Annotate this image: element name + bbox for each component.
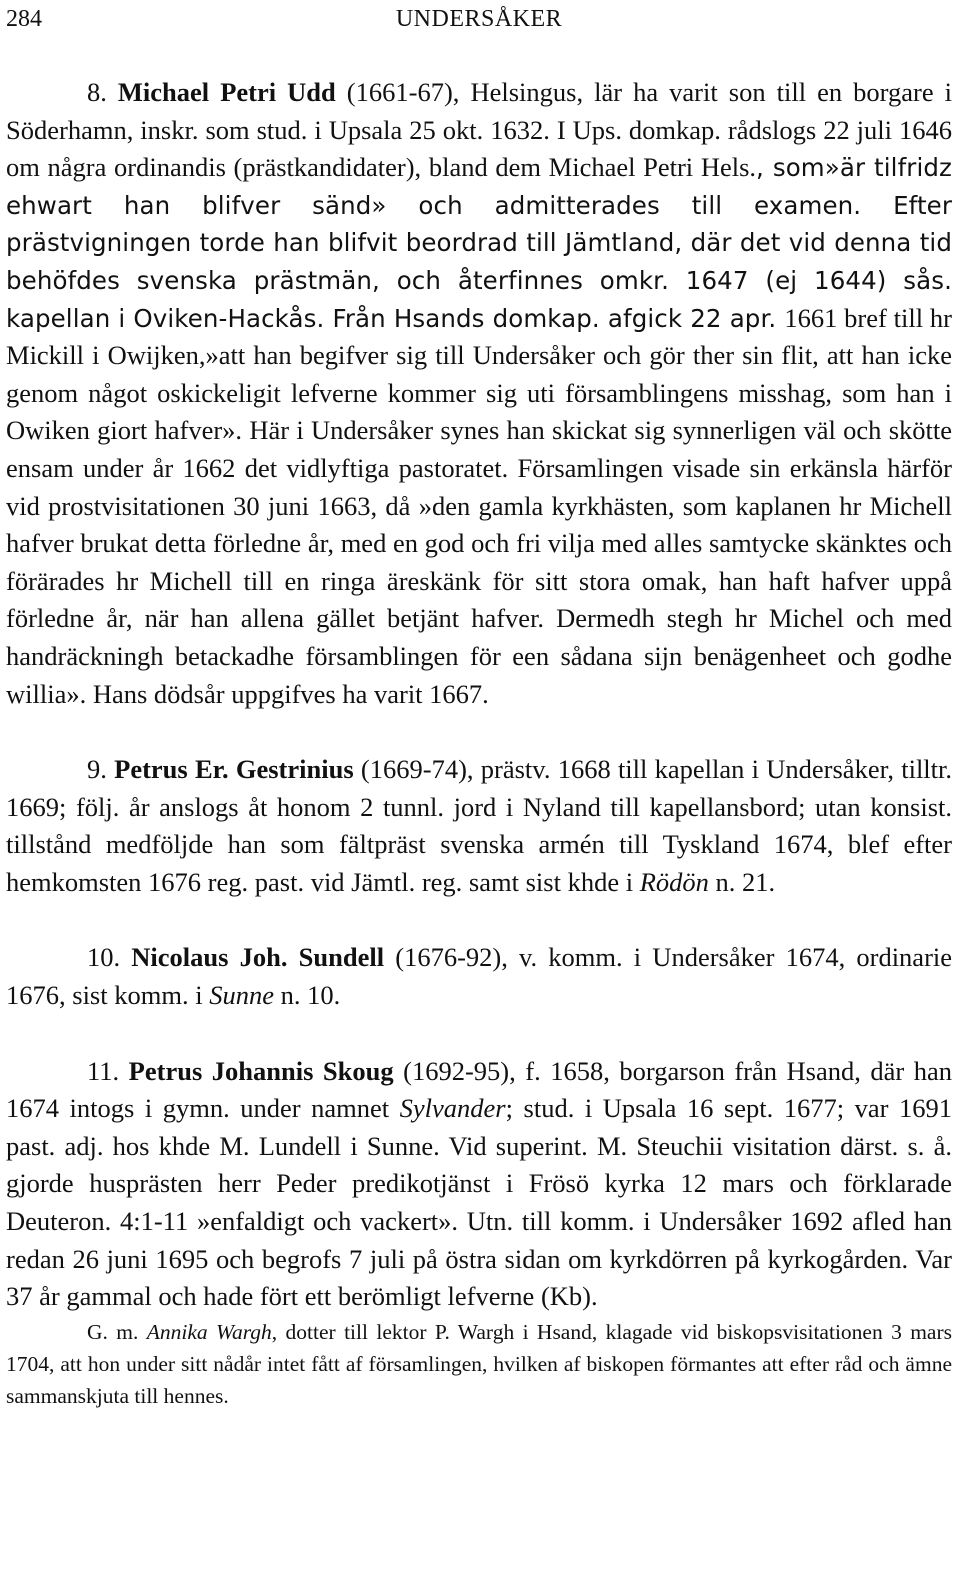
entry-text: 1661 bref till hr Mickill i Owijken,»att han begifver sig till Undersåker och gör ther sin flit, att han icke genom något oskickeligit lefverne kommer sig uti församblingens misshag, som han i Owiken giort hafver». Här i Undersåker synes han skickat sig synnerligen väl och skötte ensam under år 1662 det vidlyftiga pastoratet. Församlingen visade sin erkänsla härför vid prostvisitationen 30 juni 1663, då »den gamla kyrkhästen, som kaplanen hr Michell hafver brukat detta förledne år, med en god och fri vilja med alles samtycke skänktes och förärades hr Michell till en ringa äreskänk för sitt stora omak, han haft hafver uppå förledne år, när han allena gället betjänt hafver. Dermedh stegh hr Michel och med handräckningh betackadhe församblingen för een sådana sijn benägenheet och godhe willia». Hans dödsår uppgifves ha varit 1667.: [6, 302, 952, 709]
entry-name-first: Nicolaus Joh.: [131, 942, 288, 973]
entry-text-sans: , som»är tilfridz ehwart han blifver sänd» och admitterades till examen. Efter prästvigningen torde han blifvit beordrad till Jämtland, där det vid denna tid behöfdes svenska prästmän, och återfinnes omkr. 1647 (ej 1644) sås. kapellan i Oviken-Hackås. Från Hsands domkap. afgick 22 apr.: [6, 153, 952, 333]
note-wife-name: Annika Wargh: [146, 1319, 272, 1344]
note-text: , dotter till lektor P. Wargh i Hsand, klagade vid biskopsvisitationen 3 mars 1704, att hon under sitt nådår intet fått af församlingen, hvilken af biskopen förmantes att efter råd och ämne sammanskjuta till hennes.: [6, 1319, 953, 1408]
entry-8: [6, 74, 952, 713]
entry-number: 11.: [87, 1055, 120, 1086]
entry-number: 9.: [87, 754, 107, 785]
page-number: 284: [6, 6, 42, 32]
entry-text: ; stud. i Upsala 16 sept. 1677; var 1691 past. adj. hos khde M. Lundell i Sunne. Vid superint. M. Steuchii visitation därst. s. å. gjorde husprästen herr Peder predikotjänst i Frösö kyrka 12 mars och förklarade Deuteron. 4:1-11 »enfaldigt och vackert». Utn. till komm. i Undersåker 1692 afled han redan 26 juni 1695 och begrofs 7 juli på östra sidan om kyrkdörren på kyrkogården. Var 37 år gammal och hade fört ett berömligt lefverne (Kb).: [6, 1093, 952, 1312]
entry-name: Michael Petri Udd: [117, 77, 336, 107]
note-prefix: G. m.: [87, 1319, 147, 1344]
entry-number: 8.: [87, 77, 107, 107]
entry-number: 10.: [87, 942, 121, 973]
entry-text: (1669-74), prästv. 1668 till kapellan i Undersåker, tilltr. 1669; följ. år anslogs åt honom 2 tunnl. jord i Nyland till kapellansbord; utan konsist. tillstånd medföljde han som fältpräst svenska armén till Tyskland 1674, blef efter hemkomsten 1676 reg. past. vid Jämtl. reg. samt sist khde i: [6, 754, 953, 897]
entry-text: (1661-67), Helsingus, lär ha varit son till en borgare i Söderhamn, inskr. som stud. i Upsala 25 okt. 1632. I Ups. domkap. rådslogs 22 juli 1646 om några ordinandis (prästkandidater), bland dem Michael Petri Hels.: [6, 77, 952, 183]
entry-text: n. 21.: [708, 866, 776, 897]
entry-name-surname: Sundell: [298, 942, 385, 973]
entry-name: Petrus Johannis Skoug: [128, 1055, 394, 1086]
footnote-wife: [6, 1316, 952, 1412]
entry-place: Rödön: [639, 866, 709, 897]
page-header: [6, 2, 952, 42]
entry-alias: Sylvander: [399, 1093, 506, 1124]
body-text: [6, 74, 952, 1412]
entry-text: (1676-92), v. komm. i Undersåker 1674, ordinarie 1676, sist komm. i: [6, 942, 953, 1011]
entry-place: Sunne: [209, 980, 274, 1011]
entry-name-surname: Gestrinius: [235, 754, 354, 785]
entry-9: [6, 751, 952, 901]
entry-11: [6, 1053, 952, 1316]
entry-text: (1692-95), f. 1658, borgarson från Hsand, där han 1674 intogs i gymn. under namnet: [6, 1055, 952, 1124]
running-head: UNDERSÅKER: [395, 6, 563, 32]
entry-10: [6, 939, 952, 1014]
entry-name-first: Petrus Er.: [114, 754, 229, 785]
entry-text: n. 10.: [273, 980, 341, 1011]
